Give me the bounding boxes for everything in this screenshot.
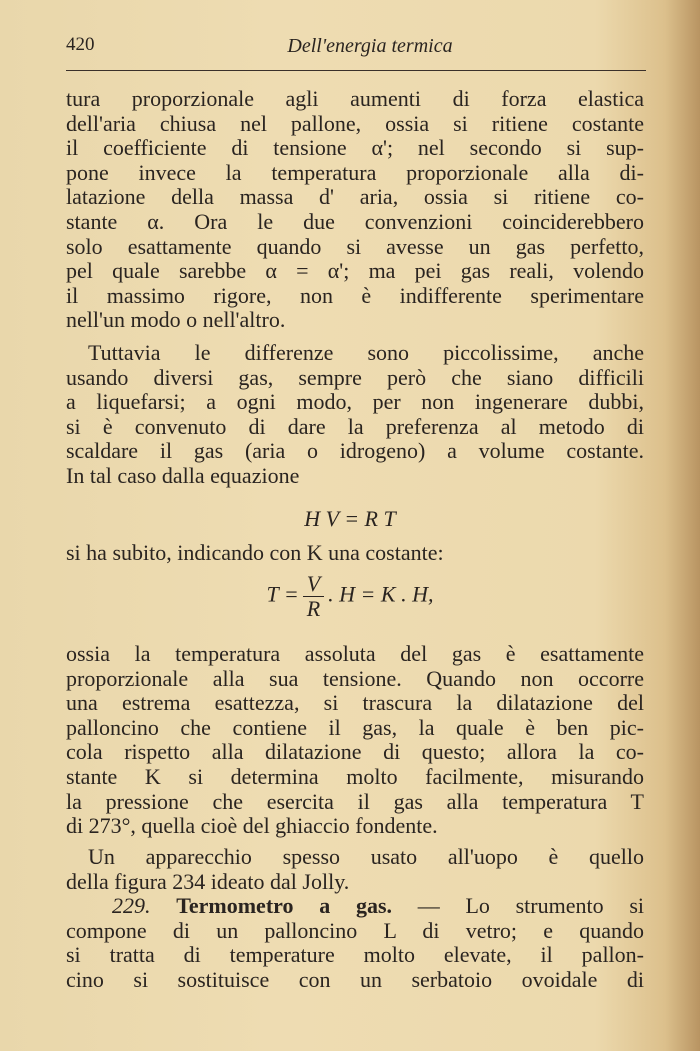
text-line: il coefficiente di tensione α'; nel secondo si sup- [66, 135, 644, 161]
text-line: della figura 234 ideato dal Jolly. [66, 868, 350, 894]
text-line: a liquefarsi; a ogni modo, per non ingenerare dubbi, [66, 389, 644, 415]
text-line: solo esattamente quando si avesse un gas perfetto, [66, 233, 644, 259]
eq-lhs: T = [266, 581, 299, 607]
text-line: ossia la temperatura assoluta del gas è esattamente [66, 641, 644, 666]
text-line: scaldare il gas (aria o idrogeno) a volume costante. [66, 438, 644, 464]
text-line: Un apparecchio spesso usato all'uopo è quello [88, 844, 644, 869]
text-line: si tratta di temperature molto elevate, il pallon- [66, 942, 644, 968]
text-line: la pressione che esercita il gas alla temperatura T [66, 788, 644, 814]
page-number: 420 [66, 34, 95, 55]
text-line: usando diversi gas, sempre però che siano difficili [66, 364, 644, 390]
text-line: palloncino che contiene il gas, la quale è ben pic- [66, 714, 644, 740]
text-line: nell'un modo o nell'altro. [66, 307, 286, 333]
section-number: 229. [112, 893, 151, 919]
text-line: compone di un palloncino L di vetro; e quando [66, 917, 644, 943]
section-title: Termometro a gas. [176, 893, 393, 919]
text-line: si ha subito, indicando con K una costante: [66, 540, 444, 565]
text-line: proporzionale alla sua tensione. Quando non occorre [66, 665, 644, 691]
fraction [303, 572, 324, 621]
text-line: si è convenuto di dare la preferenza al metodo di [66, 413, 644, 439]
text-line: pone invece la temperatura proporzionale alla di- [66, 159, 644, 185]
text-line: stante K si determina molto facilmente, misurando [66, 764, 644, 789]
text-line: pel quale sarebbe α = α'; ma pei gas reali, volendo [66, 258, 644, 284]
header-rule [66, 70, 646, 71]
section-heading-line [112, 893, 644, 918]
text-line: tura proporzionale agli aumenti di forza elastica [66, 86, 644, 111]
denominator: R [306, 596, 321, 621]
equation-temperature [0, 572, 700, 621]
section-text: — Lo strumento si [417, 893, 644, 919]
text-line: Tuttavia le differenze sono piccolissime, anche [88, 340, 644, 365]
equation-hv-rt: H V = R T [304, 506, 396, 531]
text-line: il massimo rigore, non è indifferente sperimentare [66, 282, 644, 308]
eq-rhs: . H = K . H, [328, 581, 434, 607]
running-title: Dell'energia termica [287, 35, 453, 57]
numerator: V [303, 572, 324, 597]
text-line: cino si sostituisce con un serbatoio ovoidale di [66, 967, 644, 992]
text-line: latazione della massa d' aria, ossia si ritiene co- [66, 184, 644, 210]
text-line: stante α. Ora le due convenzioni coinciderebbero [66, 209, 644, 234]
text-line: una estrema esattezza, si trascura la dilatazione del [66, 690, 644, 716]
text-line: In tal caso dalla equazione [66, 463, 300, 488]
text-line: di 273°, quella cioè del ghiaccio fondente. [66, 813, 438, 839]
text-line: cola rispetto alla dilatazione di questo; allora la co- [66, 739, 644, 765]
text-line: dell'aria chiusa nel pallone, ossia si ritiene costante [66, 110, 644, 136]
